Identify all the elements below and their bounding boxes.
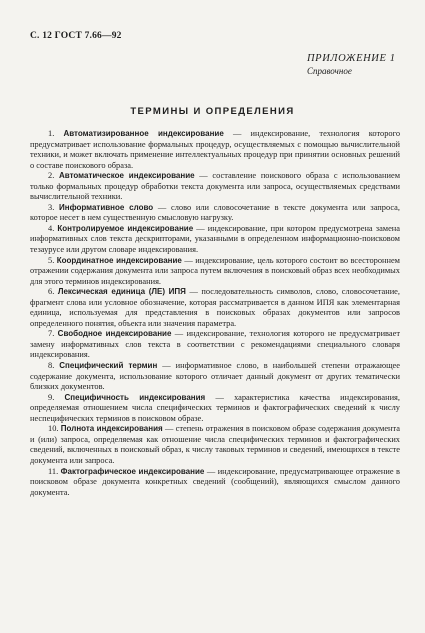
- term-name: Полнота индексирования: [60, 424, 163, 434]
- term-number: 9.: [48, 392, 55, 402]
- term-definition: — индексирование, технология которого предусматривает использование формальных процедур, осуществляемых с помощью вычислительной техники, и может включать применение интеллектуальных процедур при принятии основных решений о составе поискового образа.: [30, 129, 401, 170]
- term-name: Координатное индексирование: [56, 255, 182, 265]
- term-number: 11.: [48, 466, 59, 476]
- term-paragraph-4: [30, 224, 400, 256]
- term-definition: — информативное слово, в наибольшей степени отражающее содержание документа, использование которого отличает данный документ от других тематически близких документов.: [30, 361, 400, 392]
- term-number: 7.: [48, 329, 55, 339]
- appendix-title: ПРИЛОЖЕНИЕ 1: [307, 53, 396, 64]
- term-number: 10.: [48, 424, 59, 434]
- term-definition: — индексирование, технология которого не предусматривает замену информативных слов текста в соответствии с рекомендациями специального словаря индексирования.: [30, 329, 400, 360]
- term-paragraph-1: [30, 129, 400, 171]
- term-name: Автоматическое индексирование: [59, 171, 195, 181]
- term-number: 5.: [48, 255, 55, 265]
- term-number: 4.: [48, 223, 55, 233]
- term-definition: — составление поискового образа с использованием только формальных процедур обработки текста документа или запроса, осуществляемых средствами вычислительной техники.: [30, 171, 401, 202]
- term-paragraph-5: [30, 256, 400, 288]
- term-paragraph-7: [30, 329, 400, 361]
- appendix-subtitle: Справочное: [307, 66, 352, 76]
- term-paragraph-2: [30, 171, 400, 203]
- term-paragraph-10: [30, 424, 400, 466]
- appendix-label: [307, 53, 397, 77]
- term-definition: — индексирование, при котором предусмотрена замена информативных слов текста дескрипторами, указанными в определенном информационно-поисковом тезаурусе или другом словаре индексирования.: [30, 223, 401, 255]
- term-definition: — характеристика качества индексирования, определяемая отношением числа специфических терминов и фактографических сведений к числу неспецифических терминов в поисковом образе.: [30, 392, 400, 423]
- term-number: 6.: [48, 287, 55, 297]
- term-name: Специфический термин: [59, 361, 158, 371]
- term-name: Автоматизированное индексирование: [63, 129, 224, 138]
- term-number: 1.: [48, 129, 55, 138]
- section-title: ТЕРМИНЫ И ОПРЕДЕЛЕНИЯ: [130, 106, 295, 117]
- term-name: Специфичность индексирования: [64, 392, 206, 402]
- term-name: Свободное индексирование: [57, 329, 172, 339]
- term-paragraph-3: [30, 203, 400, 224]
- term-paragraph-11: [30, 467, 400, 499]
- term-number: 8.: [48, 361, 55, 371]
- term-name: Контролируемое индексирование: [57, 223, 194, 233]
- terms-list: [30, 129, 400, 498]
- page-header: С. 12 ГОСТ 7.66—92: [30, 31, 122, 41]
- term-definition: — последовательность символов, слово, словосочетание, фрагмент слова или условное обозначение, которая рассматривается в данном ИПЯ как элементарная единица, используемая для представления в поисковых образах документов или запросов определенного понятия, объекта или значения параметра.: [30, 287, 400, 328]
- term-number: 2.: [48, 171, 55, 181]
- term-paragraph-8: [30, 361, 400, 393]
- term-definition: — индексирование, цель которого состоит во всестороннем отражении содержания документа или запроса путем включения в поисковый образ всех необходимых для этого терминов индексирования.: [30, 255, 400, 286]
- term-number: 3.: [48, 202, 55, 212]
- term-name: Фактографическое индексирование: [60, 466, 205, 476]
- term-name: Информативное слово: [59, 202, 154, 212]
- term-definition: — индексирование, предусматривающее отражение в поисковом образе документа конкретных сведений (сообщений), являющихся смыслом данного документа.: [30, 466, 400, 497]
- term-paragraph-9: [30, 393, 400, 425]
- term-paragraph-6: [30, 287, 400, 329]
- term-name: Лексическая единица (ЛЕ) ИПЯ: [57, 287, 186, 297]
- term-definition: — степень отражения в поисковом образе содержания документа и (или) запроса, определяемая как отношение числа специфических терминов и фактографических сведений, включенных в поисковый образ, к числу таковых терминов и сведений, имеющихся в тексте документа или запроса.: [30, 424, 401, 465]
- term-definition: — слово или словосочетание в тексте документа или запроса, которое несет в нем существенную смысловую нагрузку.: [30, 202, 400, 223]
